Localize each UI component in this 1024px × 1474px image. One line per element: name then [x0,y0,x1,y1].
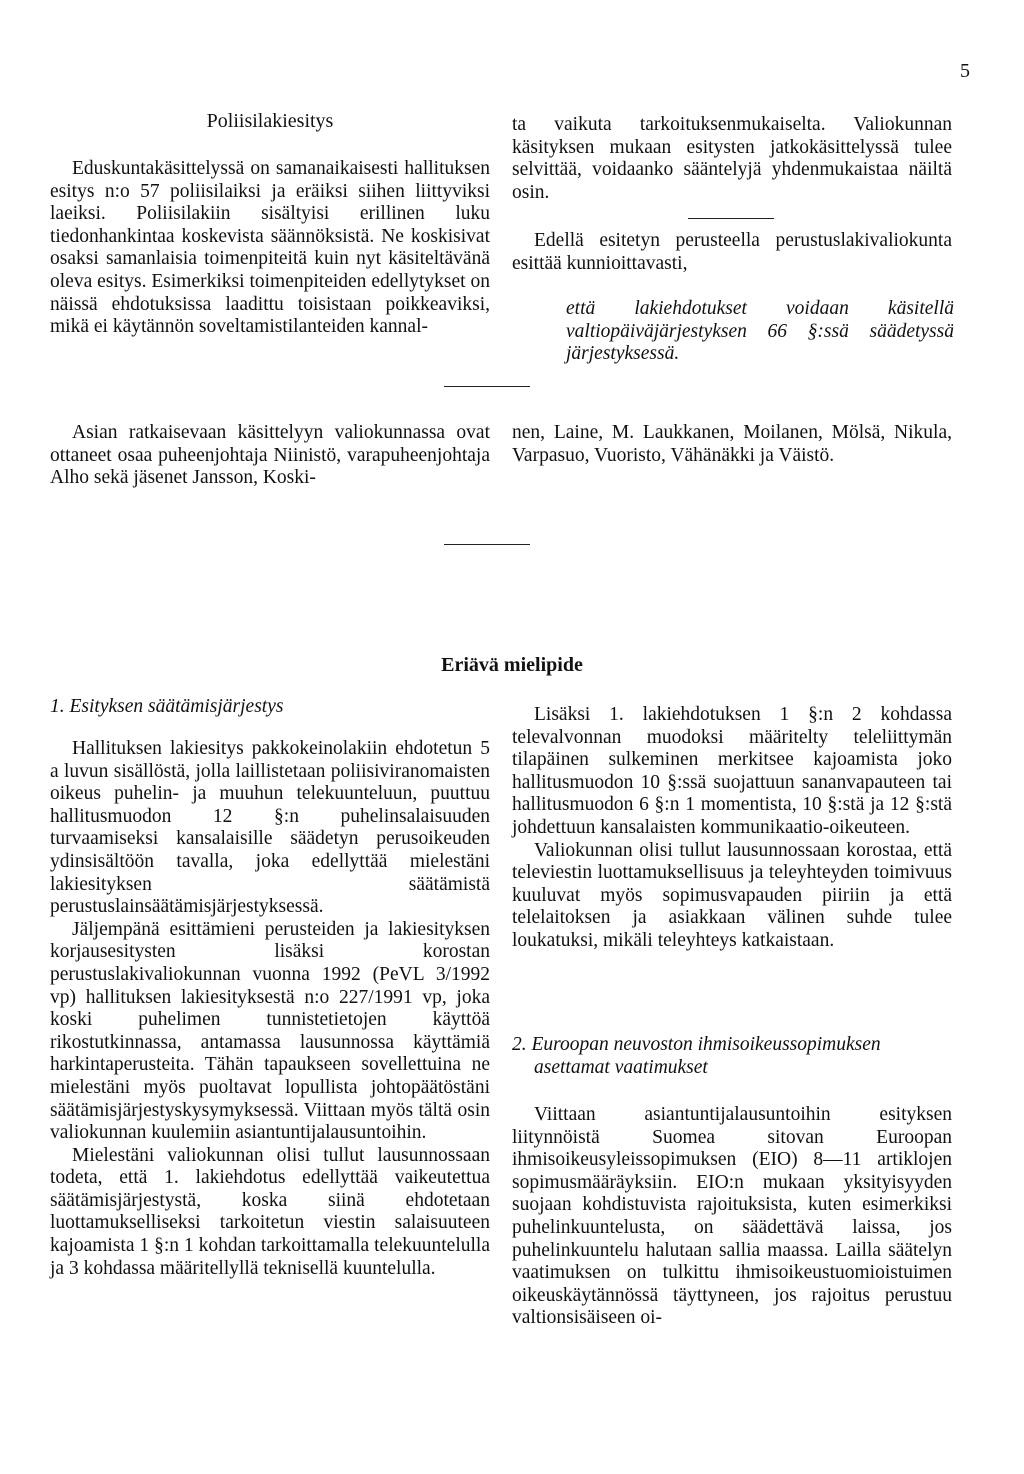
continuation-text [512,114,952,204]
paragraph: Lisäksi 1. lakiehdotuksen 1 §:n 2 kohdassa televalvonnan muodoksi määritelty teleliittymän tilapäinen sulkeminen merkitsee kajoamista joko hallitusmuodon 10 §:ssä suojattuun sananvapauteen tai hallitusmuodon 6 §:n 1 momentista, 10 §:stä ja 12 §:stä johdettuun kansalaisten kommunikaatio-oikeuteen. [512,704,952,838]
paragraph: Asian ratkaisevaan käsittelyyn valiokunnassa ovat ottaneet osaa puheenjohtaja Niinistö, varapuheenjohtaja Alho sekä jäsenet Jansson, Koski- [50,422,490,489]
paragraph: Viittaan asiantuntijalausuntoihin esityksen liitynnöistä Suomea sitovan Euroopan ihmisoikeusyleissopimuksen (EIO) 8—11 artiklojen sopimusmääräyksiin. EIO:n mukaan yksityisyyden suojaan kohdistuvista rajoituksista, kuten esimerkiksi puhelinkuuntelusta, on säädettävä laissa, jos puhelinkuuntelu halutaan sallia maassa. Laillа säätelyn vaatimuksen on tulkittu ihmisoikeustuomioistuimen oikeuskäytännössä täyttyneen, jos rajoitus perustuu valtionsisäiseen oi- [512,1104,952,1329]
divider [688,218,774,219]
participants-left [50,422,490,490]
paragraph: Eduskuntakäsittelyssä on samanaikaisesti hallituksen esitys n:o 57 poliisilaiksi ja eräiksi siihen liittyviksi laeiksi. Poliisilakiin sisältyisi erillinen luku tiedonhankintaa koskevista säännöksistä. Ne koskisivat osaksi samanlaisia toimenpiteitä kuin nyt käsiteltävänä oleva esitys. Esimerkiksi toimenpiteiden edellytykset on näissä ehdotuksissa laadittu toisistaan poikkeaviksi, mikä ei käytännön soveltamistilanteiden kannal- [50,158,490,338]
proposal-statement [566,298,954,366]
dissent-left-text [50,738,490,1280]
paragraph: Edellä esitetyn perusteella perustuslakivaliokunta esittää kunnioittavasti, [512,230,952,274]
dissent-right-text [512,704,952,953]
paragraph: Valiokunnan olisi tullut lausunnossaan korostaa, että televiestin luottamuksellisuus ja teleyhteyden toimivuus kuuluvat myös sopimusvapauden piiriin ja että telelaitoksen ja asiakkaan välinen suhde tulee loukatuksi, mikäli teleyhteys katkaistaan. [512,839,952,951]
section2-title-line1: 2. Euroopan neuvoston ihmisoikeussopimuksen [512,1034,881,1055]
proposal-intro [512,230,952,275]
paragraph: että lakiehdotukset voidaan käsitellä valtiopäiväjärjestyksen 66 §:ssä säädetyssä järjestyksessä. [566,298,954,365]
paragraph: nen, Laine, M. Laukkanen, Moilanen, Mölsä, Nikula, Varpasuo, Vuoristo, Vähänäkki ja Väistö. [512,422,952,466]
paragraph: Jäljempänä esittämieni perusteiden ja lakiesityksen korjausesitysten lisäksi korostan perustuslakivaliokunnan vuonna 1992 (PeVL 3/1992 vp) hallituksen lakiesityksestä n:o 227/1991 vp, joka koski puhelimen tunnistetietojen käyttöä rikostutkinnassa, antamassa lausunnossa käyttämiä harkintaperusteita. Tähän tapaukseen sovellettuina ne mielestäni myös puoltavat lopullista johtopäätöstäni säätämisjärjestyskysymyksessä. Viittaan myös tältä osin valiokunnan kuulemiin asiantuntijalausuntoihin. [50,918,490,1144]
dissent-title: Eriävä mielipide [441,654,583,676]
poliisilakiesitys-text [50,158,490,339]
section2-title [512,1034,952,1079]
section1-title: 1. Esityksen säätämisjärjestys [50,696,284,717]
divider [444,544,530,545]
participants-right [512,422,952,467]
paragraph: ta vaikuta tarkoituksenmukaiselta. Valiokunnan käsityksen mukaan esitysten jatkokäsittelyssä tulee selvittää, voidaanko sääntelyjä yhdenmukaistaa näiltä osin. [512,114,952,203]
paragraph: Mielestäni valiokunnan olisi tullut lausunnossaan todeta, että 1. lakiehdotus edellyttää vaikeutettua säätämisjärjestystä, koska siinä ehdotetaan luottamukselliseksi tarkoitetun viestin salaisuuteen kajoamista 1 §:n 1 kohdan tarkoittamalla telekuuntelulla ja 3 kohdassa määritellyllä teknisellä kuuntelulla. [50,1144,490,1279]
section-heading-poliisilakiesitys: Poliisilakiesitys [206,110,334,132]
section2-text [512,1104,952,1330]
divider [444,386,530,387]
page-number: 5 [960,60,970,82]
section2-title-line2: asettamat vaatimukset [534,1056,708,1078]
paragraph: Hallituksen lakiesitys pakkokeinolakiin ehdotetun 5 a luvun sisällöstä, jolla laillistetaan poliisiviranomaisten oikeus puhelin- ja muuhun telekuunteluun, puuttuu hallitusmuodon 12 §:n puhelinsalaisuuden turvaamiseksi kansalaisille säädetyn perusoikeuden ydinsisältöön tavalla, joka edellyttää mielestäni lakiesityksen säätämistä perustuslainsäätämisjärjestyksessä. [50,738,490,918]
